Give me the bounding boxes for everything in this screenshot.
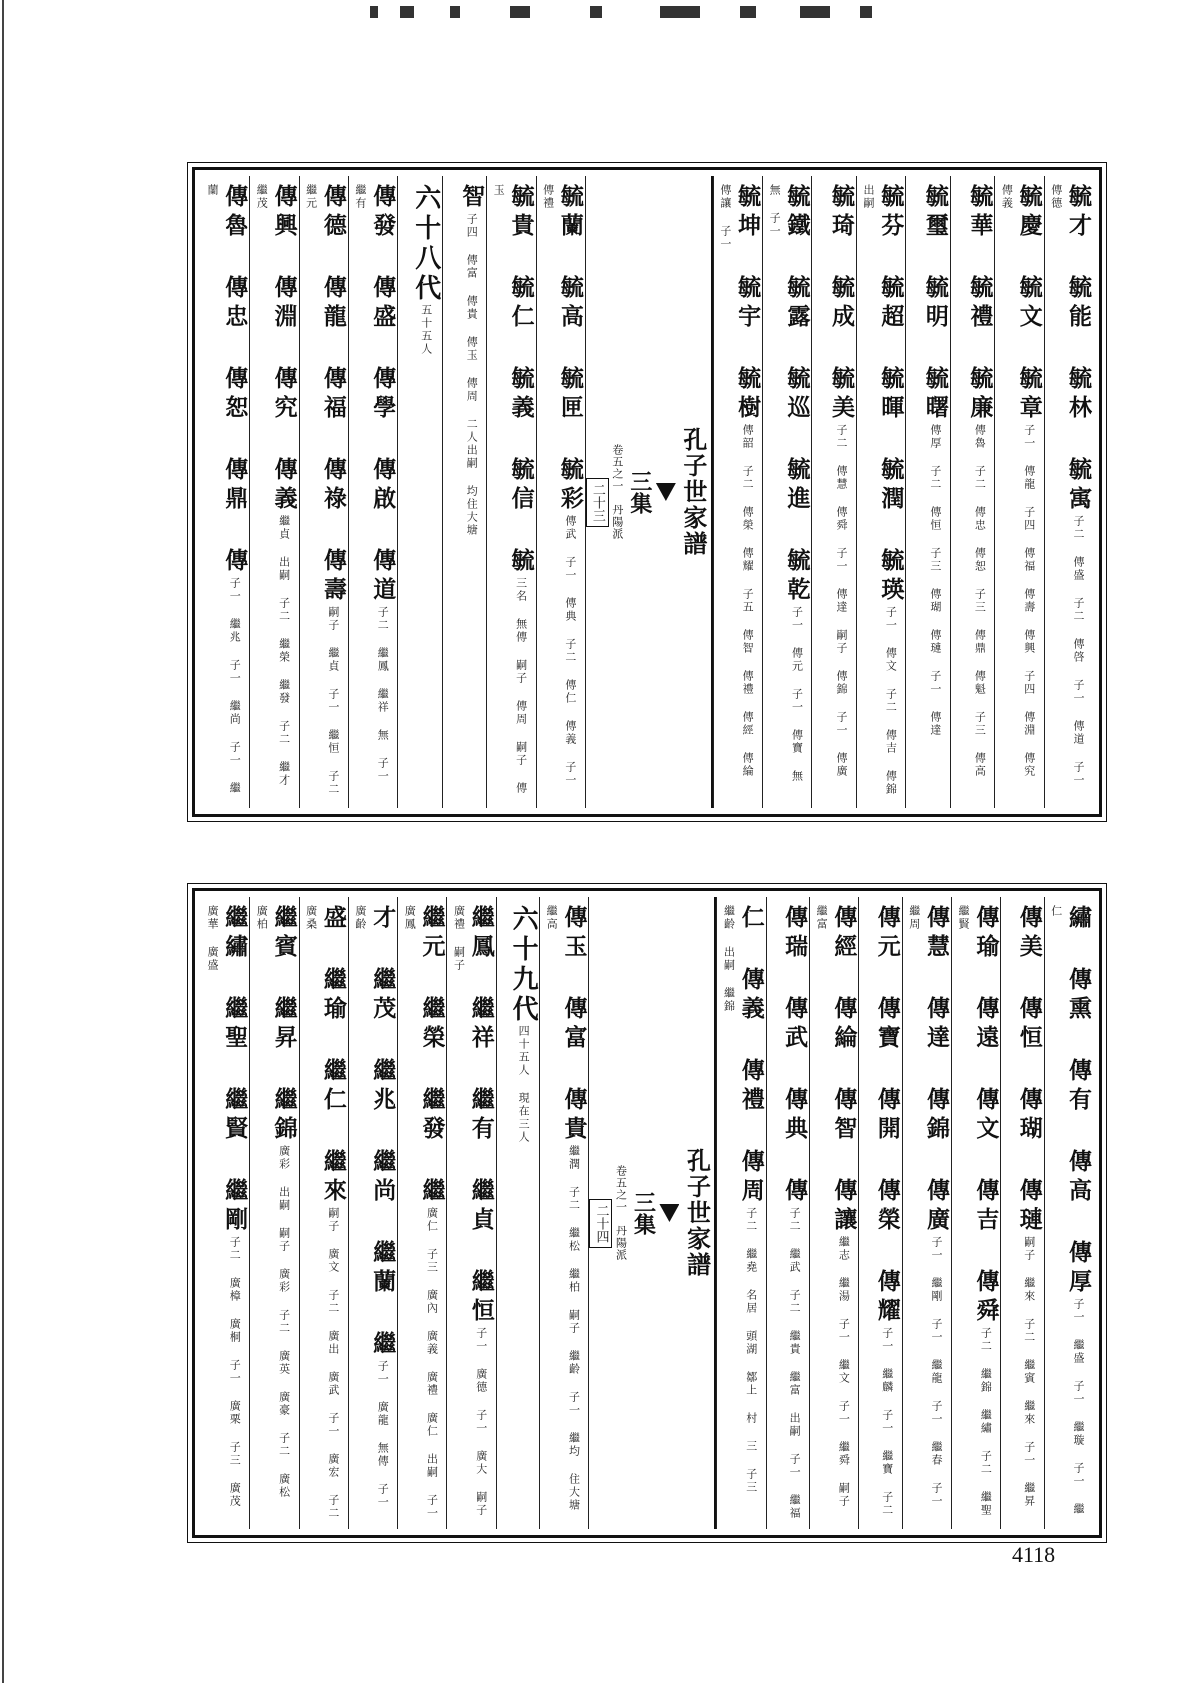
genealogy-column [446,897,495,1529]
genealogy-page-top [192,167,1102,817]
column-names: 傳德 傳龍 傳福 傳祿 傳壽 [319,184,347,606]
column-names: 傳玉 傳富 傳貴 [560,905,588,1145]
column-names: 六十八代 [410,184,441,304]
genealogy-column [1044,176,1093,808]
column-annotation: 子二 傳盛 子二 傳啓 子一 傳道 子一 傳德 [1049,184,1085,787]
column-annotation: 傳魯 子二 傳忠 傳恕 子三 傳鼎 傳魁 子三 傳高 [973,424,987,778]
column-names: 毓鐵 毓露 毓巡 毓進 毓乾 [783,184,811,606]
column-annotation: 子二 繼武 子二 繼貴 繼富 出嗣 子一 繼福 [788,1207,802,1520]
genealogy-column [249,176,298,808]
generation-heading-column [496,897,539,1529]
column-names: 毓琦 毓成 毓美 [828,184,856,424]
genealogy-columns [201,897,1093,1529]
column-annotation: 傳韶 子二 傳榮 傳耀 子五 傳智 傳禮 傳經 傳綸 傳讓 子一 [718,184,755,778]
column-names: 智 [458,184,486,213]
column-names: 毓芬 毓超 毓暉 毓潤 毓瑛 [877,184,905,606]
scan-header-marks [360,6,920,20]
column-names: 繼元 繼榮 繼發 繼 [418,905,446,1207]
column-annotation: 子一 廣龍 無傳 子一 廣齡 [353,905,390,1509]
genealogy-column [905,176,950,808]
column-names: 傳慧 傳達 傳錦 傳廣 [923,905,951,1236]
column-names: 毓貴 毓仁 毓義 毓信 毓 [507,184,535,577]
genealogy-column [201,176,249,808]
genealogy-column [950,176,995,808]
column-annotation: 三名 無傳 嗣子 傳周 嗣子 傳玉 [492,184,528,795]
column-names: 繼繡 繼聖 繼賢 繼剛 [221,905,249,1236]
volume-label: 三集 [630,1191,657,1235]
genealogy-column [536,176,585,808]
volume-label: 三集 [626,470,653,514]
column-annotation: 繼貞 出嗣 子二 繼榮 繼發 子二 繼才 繼茂 [255,184,291,787]
folio-number: 二十三 [586,478,609,527]
chapter-branch-label: 卷五之一 丹陽派 [614,1165,628,1261]
column-annotation: 子一 繼兆 子一 繼尚 子一 繼蘭 [206,184,242,795]
genealogy-columns [201,176,1093,808]
genealogy-column [348,897,397,1529]
genealogy-column [858,897,901,1529]
column-names: 仁 傳義 傳禮 傳周 [737,905,765,1207]
column-annotation: 子一 繼麟 子一 繼寶 子二 [880,1327,894,1517]
genealogy-column [762,176,811,808]
genealogy-column [249,897,298,1529]
column-names: 毓慶 毓文 毓章 [1015,184,1043,424]
column-names: 繡 傳熏 傳有 傳高 傳厚 [1065,905,1092,1298]
column-names: 毓璽 毓明 毓曙 [921,184,949,424]
genealogy-column [486,176,535,808]
column-names: 毓才 毓能 毓林 毓㝢 [1065,184,1092,515]
column-annotation: 廣仁 子三 廣內 廣義 廣禮 廣仁 出嗣 子一 廣鳳 [403,905,439,1520]
column-annotation: 嗣子 廣文 子二 廣出 廣武 子一 廣宏 子二 廣桑 [304,905,340,1520]
column-names: 毓蘭 毓高 毓匣 毓彩 [556,184,584,515]
column-names: 傳魯 傳忠 傳恕 傳鼎 傳 [221,184,249,577]
column-annotation: 五十五人 [419,304,433,356]
page-number: 4118 [1012,1542,1056,1567]
genealogy-column [1000,897,1043,1529]
column-annotation: 子一 廣德 子一 廣大 嗣子 廣禮 嗣子 [452,905,488,1517]
genealogy-column [539,897,588,1529]
column-names: 毓坤 毓宇 毓樹 [734,184,762,424]
column-annotation: 子二 傳慧 傳舜 子一 傳達 嗣子 傳錦 子一 傳廣 [835,424,849,778]
column-annotation: 子一 傳龍 子四 傳福 傳壽 傳興 子四 傳淵 傳究 傳義 [1000,184,1036,778]
column-annotation: 嗣子 繼來 子二 繼賓 繼來 子一 繼昇 [1022,1236,1036,1508]
center-fold-column [588,897,716,1529]
column-annotation: 傳武 子一 傳典 子二 傳仁 傳義 子一 傳禮 [541,184,577,787]
genealogy-column [766,897,809,1529]
column-annotation: 子二 繼錦 繼繡 子二 繼聖 繼賢 [957,905,993,1517]
genealogy-page-bottom [192,888,1102,1538]
genealogy-column [713,176,762,808]
genealogy-column [299,897,348,1529]
column-annotation: 子二 廣樟 廣桐 子一 廣栗 子三 廣茂 廣華 廣盛 [206,905,242,1508]
column-annotation: 子一 傳元 子一 傳寶 無 無 子一 [768,184,804,783]
genealogy-column [348,176,397,808]
book-title: 孔子世家譜 [678,427,708,557]
column-names: 六十九代 [508,905,539,1025]
book-title: 孔子世家譜 [682,1148,712,1278]
column-names: 傳興 傳淵 傳究 傳義 [270,184,298,515]
genealogy-column [1044,897,1093,1529]
genealogy-column [397,897,446,1529]
genealogy-column [201,897,249,1529]
column-names: 傳發 傳盛 傳學 傳啟 傳道 [369,184,397,606]
generation-heading-column [397,176,442,808]
column-annotation: 傳厚 子二 傳恒 子三 傳瑚 傳璉 子一 傳達 [928,424,942,737]
fishtail-mark [659,1204,679,1222]
genealogy-column [811,176,856,808]
column-annotation: 四十五人 現在三人 [517,1025,531,1144]
column-names: 繼鳳 繼祥 繼有 繼貞 繼恒 [467,905,495,1327]
column-names: 傳美 傳恒 傳瑚 傳璉 [1015,905,1043,1236]
genealogy-column [994,176,1043,808]
column-annotation: 繼志 繼湯 子一 繼文 子一 繼舜 嗣子 繼富 [815,905,851,1508]
genealogy-column [809,897,858,1529]
column-annotation: 子二 繼鳳 繼祥 無 子一 繼有 [353,184,390,783]
column-names: 盛 繼瑜 繼仁 繼來 [319,905,347,1207]
column-names: 才 繼茂 繼兆 繼尚 繼蘭 繼 [369,905,397,1360]
column-annotation: 子一 繼剛 子一 繼龍 子一 繼春 子一 繼周 [907,905,944,1508]
genealogy-column [856,176,905,808]
fishtail-mark [656,483,676,501]
genealogy-column [902,897,951,1529]
column-names: 傳元 傳寶 傳開 傳榮 傳耀 [873,905,901,1327]
column-annotation: 廣彩 出嗣 嗣子 廣彩 子二 廣英 廣豪 子二 廣松 廣柏 [255,905,291,1499]
column-names: 繼賓 繼昇 繼錦 [270,905,298,1145]
genealogy-column [299,176,348,808]
column-annotation: 繼潤 子二 繼松 繼柏 嗣子 繼齡 子一 繼均 住大塘 繼高 [545,905,581,1512]
column-annotation: 子一 傳文 子二 傳吉 傳錦 出嗣 [862,184,898,796]
center-fold-column [585,176,713,808]
page-edge-rule [2,0,4,1683]
column-annotation: 子四 傳富 傳貴 傳玉 傳周 二人出嗣 均住大塘 [465,213,479,537]
column-names: 傳瑞 傳武 傳典 傳 [781,905,809,1207]
column-annotation: 子二 繼堯 名居 頭湖 鄒上 村 三 子三 繼齡 出嗣 繼錦 [722,905,758,1494]
genealogy-column [716,897,765,1529]
chapter-branch-label: 卷五之一 丹陽派 [610,444,624,540]
column-names: 傳經 傳綸 傳智 傳讓 [830,905,858,1236]
column-names: 傳瑜 傳遠 傳文 傳吉 傳舜 [972,905,1000,1327]
column-names: 毓華 毓禮 毓廉 [966,184,994,424]
genealogy-column [442,176,487,808]
column-annotation: 子一 繼盛 子一 繼璇 子一 繼仁 [1049,905,1085,1516]
column-annotation: 嗣子 繼貞 子一 繼恒 子二 繼元 [304,184,340,796]
genealogy-column [951,897,1000,1529]
folio-number: 二十四 [589,1199,612,1248]
